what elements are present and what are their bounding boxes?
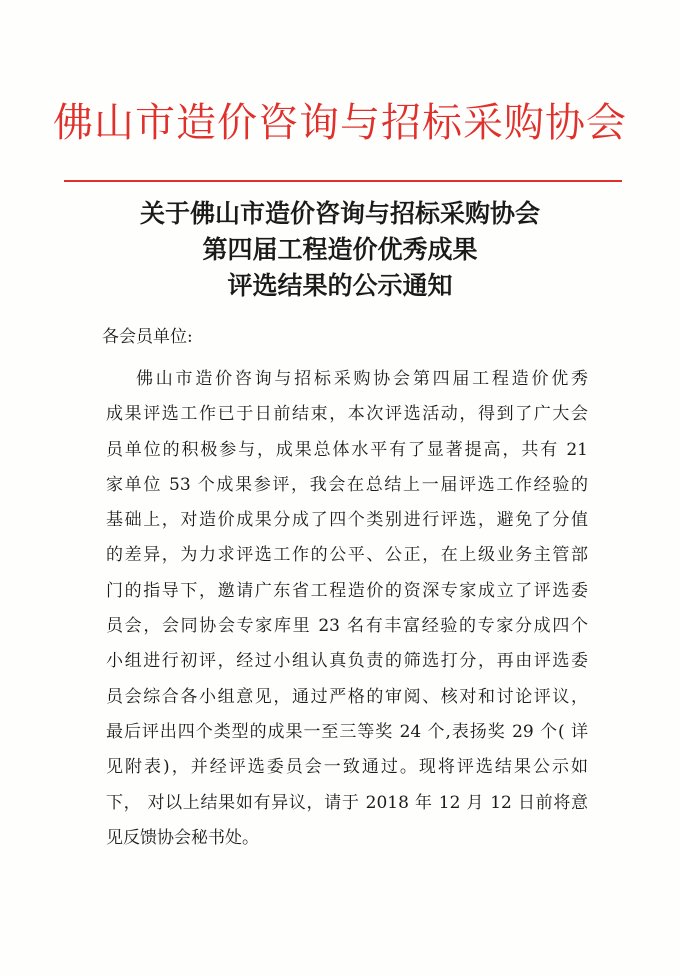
title-line: 第四届工程造价优秀成果 bbox=[202, 235, 478, 264]
body-line: 基础上，对造价成果分成了四个类别进行评选，避免了分值 bbox=[106, 510, 588, 531]
body-line: 成果评选工作已于日前结束，本次评选活动，得到了广大会 bbox=[106, 404, 588, 425]
body-line: 佛山市造价咨询与招标采购协会第四届工程造价优秀 bbox=[136, 369, 588, 389]
salutation: 各会员单位: bbox=[102, 327, 193, 347]
body-line: 最后评出四个类型的成果一至三等奖 24 个,表扬奖 29 个( 详 bbox=[106, 721, 588, 742]
title-line: 评选结果的公示通知 bbox=[227, 271, 453, 300]
body-line: 员会，会同协会专家库里 23 名有丰富经验的专家分成四个 bbox=[106, 616, 588, 637]
body-line: 下， 对以上结果如有异议，请于 2018 年 12 月 12 日前将意 bbox=[106, 792, 588, 813]
notice-body bbox=[106, 362, 588, 856]
body-line: 员会综合各小组意见，通过严格的审阅、核对和讨论评议， bbox=[106, 686, 588, 707]
notice-title bbox=[0, 196, 680, 304]
letterhead-org-name: 佛山市造价咨询与招标采购协会 bbox=[53, 100, 627, 146]
title-line: 关于佛山市造价咨询与招标采购协会 bbox=[139, 199, 540, 228]
body-line: 见反馈协会秘书处。 bbox=[106, 827, 259, 848]
body-line: 见附表)，并经评选委员会一致通过。现将评选结果公示如 bbox=[106, 757, 588, 778]
body-line: 小组进行初评，经过小组认真负责的筛选打分，再由评选委 bbox=[106, 651, 588, 672]
body-line: 的差异，为力求评选工作的公平、公正，在上级业务主管部 bbox=[106, 545, 588, 566]
body-line: 员单位的积极参与，成果总体水平有了显著提高，共有 21 bbox=[106, 439, 588, 460]
body-line: 门的指导下，邀请广东省工程造价的资深专家成立了评选委 bbox=[106, 580, 588, 601]
letterhead-red-rule bbox=[64, 180, 622, 182]
body-line: 家单位 53 个成果参评，我会在总结上一届评选工作经验的 bbox=[106, 474, 588, 495]
